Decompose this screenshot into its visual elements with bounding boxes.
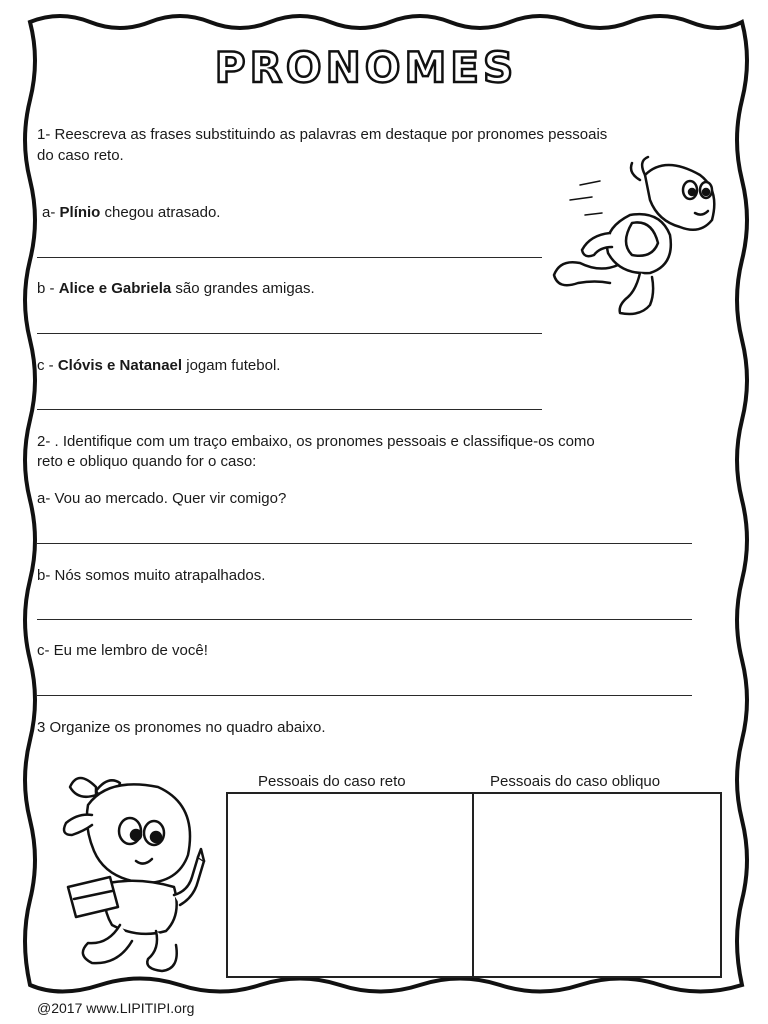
q1-a-answer-line[interactable] [37, 257, 542, 258]
page-title [196, 42, 536, 92]
q2-prompt-line2: reto e obliquo quando for o caso: [37, 453, 257, 470]
q2-prompt-line1: 2- . Identifique com um traço embaixo, os pronomes pessoais e classifique-os como [37, 433, 595, 450]
table-header-obliquo: Pessoais do caso obliquo [490, 773, 661, 790]
q1-item-c [37, 356, 280, 375]
q2-b-answer-line[interactable] [37, 619, 692, 620]
footer-copyright: @2017 www.LIPITIPI.org [37, 1000, 195, 1016]
q1-c-rest: jogam futebol. [182, 357, 281, 374]
table-cell-reto[interactable] [230, 796, 470, 972]
table-header-reto: Pessoais do caso reto [258, 773, 406, 790]
svg-text:PRONOMES: PRONOMES [214, 43, 518, 92]
q1-b-highlight: Alice e Gabriela [58, 280, 172, 297]
q1-c-answer-line[interactable] [37, 409, 542, 410]
q1-a-rest: chegou atrasado. [100, 204, 221, 221]
q2-a-answer-line[interactable] [37, 543, 692, 544]
q1-b-answer-line[interactable] [37, 333, 542, 334]
q1-item-a [42, 203, 220, 222]
q2-item-a: a- Vou ao mercado. Quer vir comigo? [37, 490, 287, 507]
q1-c-highlight: Clóvis e Natanael [57, 357, 183, 374]
q1-b-prefix: b - [37, 280, 59, 297]
pronoun-table-divider [472, 792, 474, 978]
q1-b-rest: são grandes amigas. [171, 280, 315, 297]
q2-c-answer-line[interactable] [37, 695, 692, 696]
q1-a-prefix: a- [42, 204, 60, 221]
q2-item-b: b- Nós somos muito atrapalhados. [37, 567, 266, 584]
q1-prompt-line1: 1- Reescreva as frases substituindo as palavras em destaque por pronomes pessoais [37, 126, 608, 143]
running-boy-illustration [540, 155, 730, 320]
girl-with-pencil-illustration [48, 765, 218, 975]
q2-item-c: c- Eu me lembro de você! [37, 642, 208, 659]
q1-item-b [37, 279, 315, 298]
q3-prompt: 3 Organize os pronomes no quadro abaixo. [37, 719, 326, 736]
q1-c-prefix: c - [37, 357, 58, 374]
q1-a-highlight: Plínio [59, 204, 101, 221]
table-cell-obliquo[interactable] [476, 796, 716, 972]
q1-prompt-line2: do caso reto. [37, 147, 124, 164]
